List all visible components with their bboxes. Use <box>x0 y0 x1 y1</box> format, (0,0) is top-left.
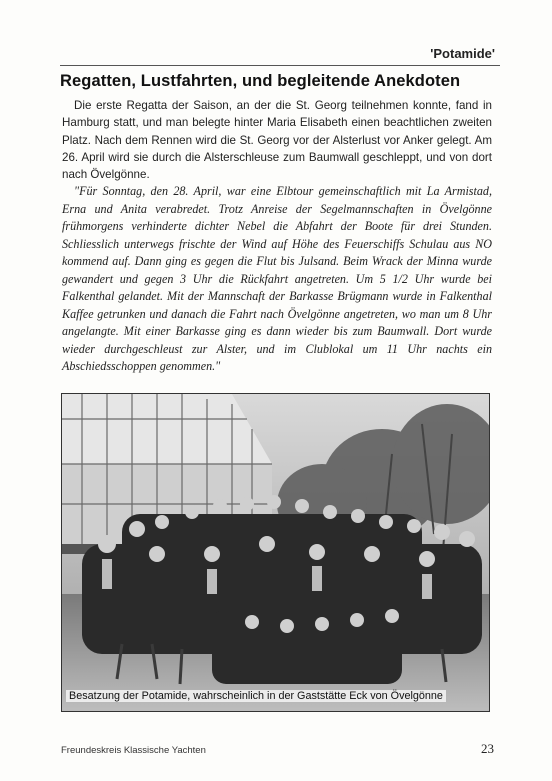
body-paragraph: Die erste Regatta der Saison, an der die St. Georg teilnehmen konnte, fand in Hamburg statt, und man belegte hinter Maria Elisabeth einen beachtlichen zweiten Platz. Nach dem Rennen wird die St. Georg vor der Alsterlust vor Anker gelegt. Am 26. April wird sie durch die Alsterschleuse zum Baumwall geschleppt, und von dort nach Övelgönne. <box>62 99 492 182</box>
footer-publisher: Freundeskreis Klassische Yachten <box>61 745 206 756</box>
section-title: Regatten, Lustfahrten, und begleitende Anekdoten <box>60 72 461 90</box>
group-photo-image <box>62 394 489 711</box>
page-number: 23 <box>481 741 494 756</box>
header-rule <box>60 65 500 66</box>
group-photo <box>61 393 490 712</box>
running-head: 'Potamide' <box>430 46 495 61</box>
quote-paragraph: "Für Sonntag, den 28. April, war eine Elbtour gemeinschaftlich mit La Armistad, Erna und Anita verabredet. Trotz Anreise der Segelmannschaften in Övelgönne frühmorgens verhinderte dichter Nebel die Abfahrt der Boote für drei Stunden. Schliesslich unterwegs frischte der Wind auf Höhe des Feuerschiffs Schulau aus NO kommend auf. Dann ging es gegen die Flut bis Julsand. Beim Wrack der Minna wurde gewandert und gegen 3 Uhr die Rückfahrt angetreten. Um 5 1/2 Uhr wurde bei Falkenthal gelandet. Mit der Mannschaft der Barkasse Brügmann wurde in Falkenthal Kaffee getrunken und danach die Fahrt nach Övelgönne angetreten, wo man um 8 Uhr angelangte. Mit einer Barkasse ging es dann wieder bis zum Baumwall. Dort wurde wieder durchgeschleust zur Alster, und im Clublokal um 11 Uhr nachts ein Abschiedsschoppen genommen." <box>62 184 492 373</box>
photo-caption: Besatzung der Potamide, wahrscheinlich in der Gaststätte Eck von Övelgönne <box>66 690 446 702</box>
